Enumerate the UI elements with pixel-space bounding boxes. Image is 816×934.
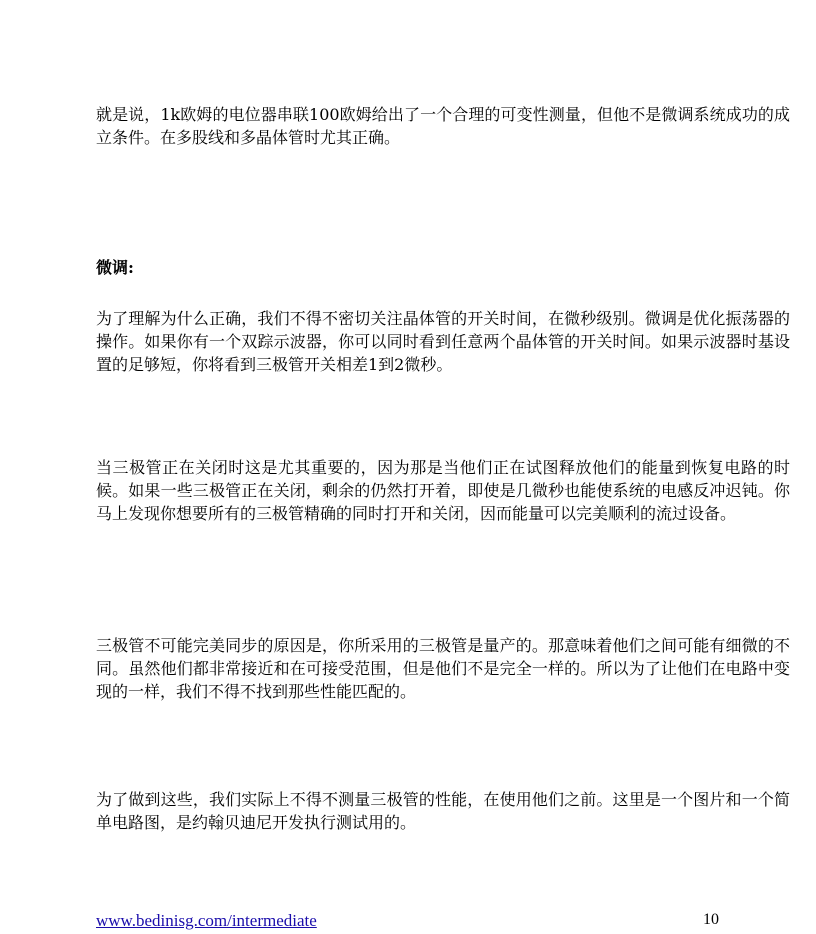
paragraph-switching-time: 为了理解为什么正确，我们不得不密切关注晶体管的开关时间，在微秒级别。微调是优化振荡器的操作。如果你有一个双踪示波器，你可以同时看到任意两个晶体管的开关时间。如果示波器时基设置的足够短，你将看到三极管开关相差1到2微秒。: [96, 309, 790, 374]
paragraph-potentiometer: 就是说，1k欧姆的电位器串联100欧姆给出了一个合理的可变性测量，但他不是微调系统成功的成立条件。在多股线和多晶体管时尤其正确。: [96, 105, 790, 147]
section-heading-tuning: 微调:: [96, 258, 134, 277]
paragraph-measurement: 为了做到这些，我们实际上不得不测量三极管的性能，在使用他们之前。这里是一个图片和一个简单电路图，是约翰贝迪尼开发执行测试用的。: [96, 790, 790, 832]
paragraph-mass-production: 三极管不可能完美同步的原因是，你所采用的三极管是量产的。那意味着他们之间可能有细微的不同。虽然他们都非常接近和在可接受范围，但是他们不是完全一样的。所以为了让他们在电路中变现的一样，我们不得不找到那些性能匹配的。: [96, 636, 790, 701]
footer-website-link[interactable]: www.bedinisg.com/intermediate: [96, 911, 317, 930]
paragraph-turn-off: 当三极管正在关闭时这是尤其重要的，因为那是当他们正在试图释放他们的能量到恢复电路的时候。如果一些三极管正在关闭，剩余的仍然打开着，即使是几微秒也能使系统的电感反冲迟钝。你马上发现你想要所有的三极管精确的同时打开和关闭，因而能量可以完美顺利的流过设备。: [96, 458, 790, 523]
page-number: 10: [703, 911, 719, 928]
